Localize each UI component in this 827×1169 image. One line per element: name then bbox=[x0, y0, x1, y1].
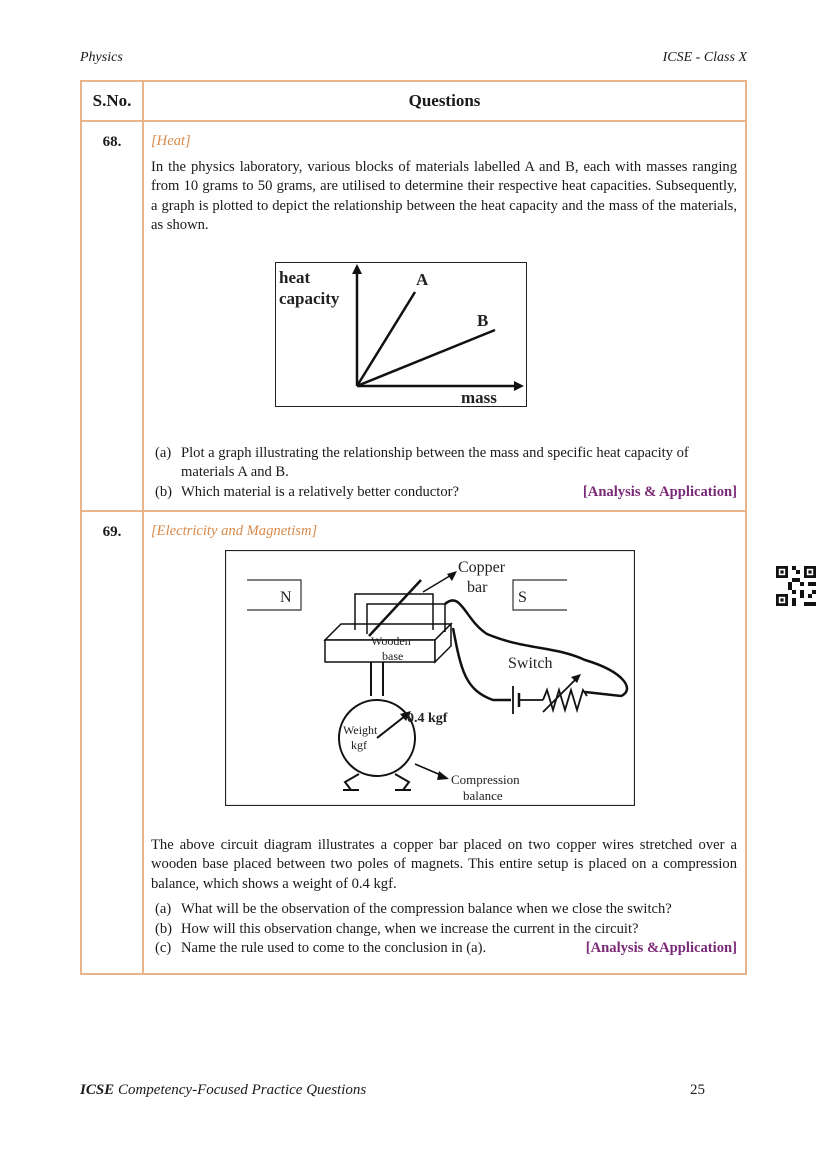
topic-label: [Electricity and Magnetism] bbox=[151, 523, 318, 539]
sno-header: S.No. bbox=[81, 81, 143, 121]
question-body bbox=[143, 511, 746, 974]
heat-capacity-graph bbox=[275, 262, 527, 408]
part-a bbox=[151, 900, 737, 920]
part-text: How will this observation change, when we increase the current in the circuit? bbox=[181, 920, 639, 937]
part-text: What will be the observation of the compression balance when we close the switch? bbox=[181, 901, 672, 917]
questions-header: Questions bbox=[143, 81, 746, 121]
circuit-diagram bbox=[225, 550, 635, 806]
questions-table bbox=[80, 80, 747, 975]
table-header-row bbox=[81, 81, 746, 121]
question-row-69 bbox=[81, 511, 746, 974]
part-label: (a) bbox=[155, 444, 172, 461]
wooden-label-line1: Wooden bbox=[371, 633, 411, 648]
footer-brand: ICSE bbox=[80, 1082, 115, 1098]
part-text: Name the rule used to come to the conclusion in (a). bbox=[181, 940, 487, 956]
wooden-label-line2: base bbox=[382, 648, 404, 663]
switch-label: Switch bbox=[508, 654, 553, 672]
question-number: 68. bbox=[81, 121, 143, 511]
part-b-wrapper bbox=[181, 483, 737, 503]
question-text: The above circuit diagram illustrates a copper bar placed on two copper wires stretched over a wooden base placed between two poles of magnets. This entire setup is placed on a compression balance, which shows a weight of 0.4 kgf. bbox=[151, 836, 737, 892]
question-body bbox=[143, 121, 746, 511]
compression-label-line2: balance bbox=[463, 787, 503, 803]
part-a bbox=[151, 444, 737, 483]
question-text: In the physics laboratory, various blocks of materials labelled A and B, each with masses ranging from 10 grams to 50 grams, are utilised to determine their respective heat capacities. Subsequently, a graph is plotted to depict the relationship between the heat capacity and the mass of the materials, as shown. bbox=[151, 158, 737, 233]
reading-label: 0.4 kgf bbox=[407, 710, 448, 726]
topic-label: [Heat] bbox=[151, 133, 191, 149]
qr-code-icon[interactable] bbox=[776, 566, 816, 606]
north-label: N bbox=[280, 588, 292, 606]
page-number: 25 bbox=[690, 1082, 705, 1098]
y-label-line2: capacity bbox=[279, 288, 340, 308]
skill-tag: [Analysis &Application] bbox=[585, 940, 737, 956]
y-label-line1: heat bbox=[279, 267, 311, 287]
x-label: mass bbox=[461, 387, 497, 407]
line-a-label: A bbox=[416, 269, 429, 289]
skill-tag: [Analysis & Application] bbox=[582, 483, 737, 500]
compression-label-line1: Compression bbox=[451, 771, 520, 787]
part-c bbox=[151, 939, 737, 959]
header-class: ICSE - Class X bbox=[662, 50, 747, 65]
copper-label-line2: bar bbox=[467, 578, 488, 596]
part-label: (b) bbox=[155, 483, 173, 500]
south-label: S bbox=[518, 588, 527, 606]
copper-label-line1: Copper bbox=[458, 558, 506, 576]
question-number: 69. bbox=[81, 511, 143, 974]
part-text: Plot a graph illustrating the relationship between the mass and specific heat capacity of materials A and B. bbox=[181, 444, 689, 480]
part-label: (b) bbox=[155, 920, 173, 937]
part-b bbox=[151, 920, 737, 940]
weight-label-line2: kgf bbox=[351, 737, 367, 752]
part-c-wrapper bbox=[181, 939, 737, 959]
question-row-68 bbox=[81, 121, 746, 511]
footer-title bbox=[80, 1082, 366, 1099]
line-b-label: B bbox=[477, 310, 489, 330]
part-b bbox=[151, 483, 737, 503]
part-label: (c) bbox=[155, 940, 172, 956]
header-subject: Physics bbox=[80, 50, 123, 65]
part-text: Which material is a relatively better conductor? bbox=[181, 483, 459, 500]
part-label: (a) bbox=[155, 901, 172, 917]
weight-label-line1: Weight bbox=[343, 722, 378, 737]
footer-subtitle: Competency-Focused Practice Questions bbox=[114, 1082, 367, 1098]
